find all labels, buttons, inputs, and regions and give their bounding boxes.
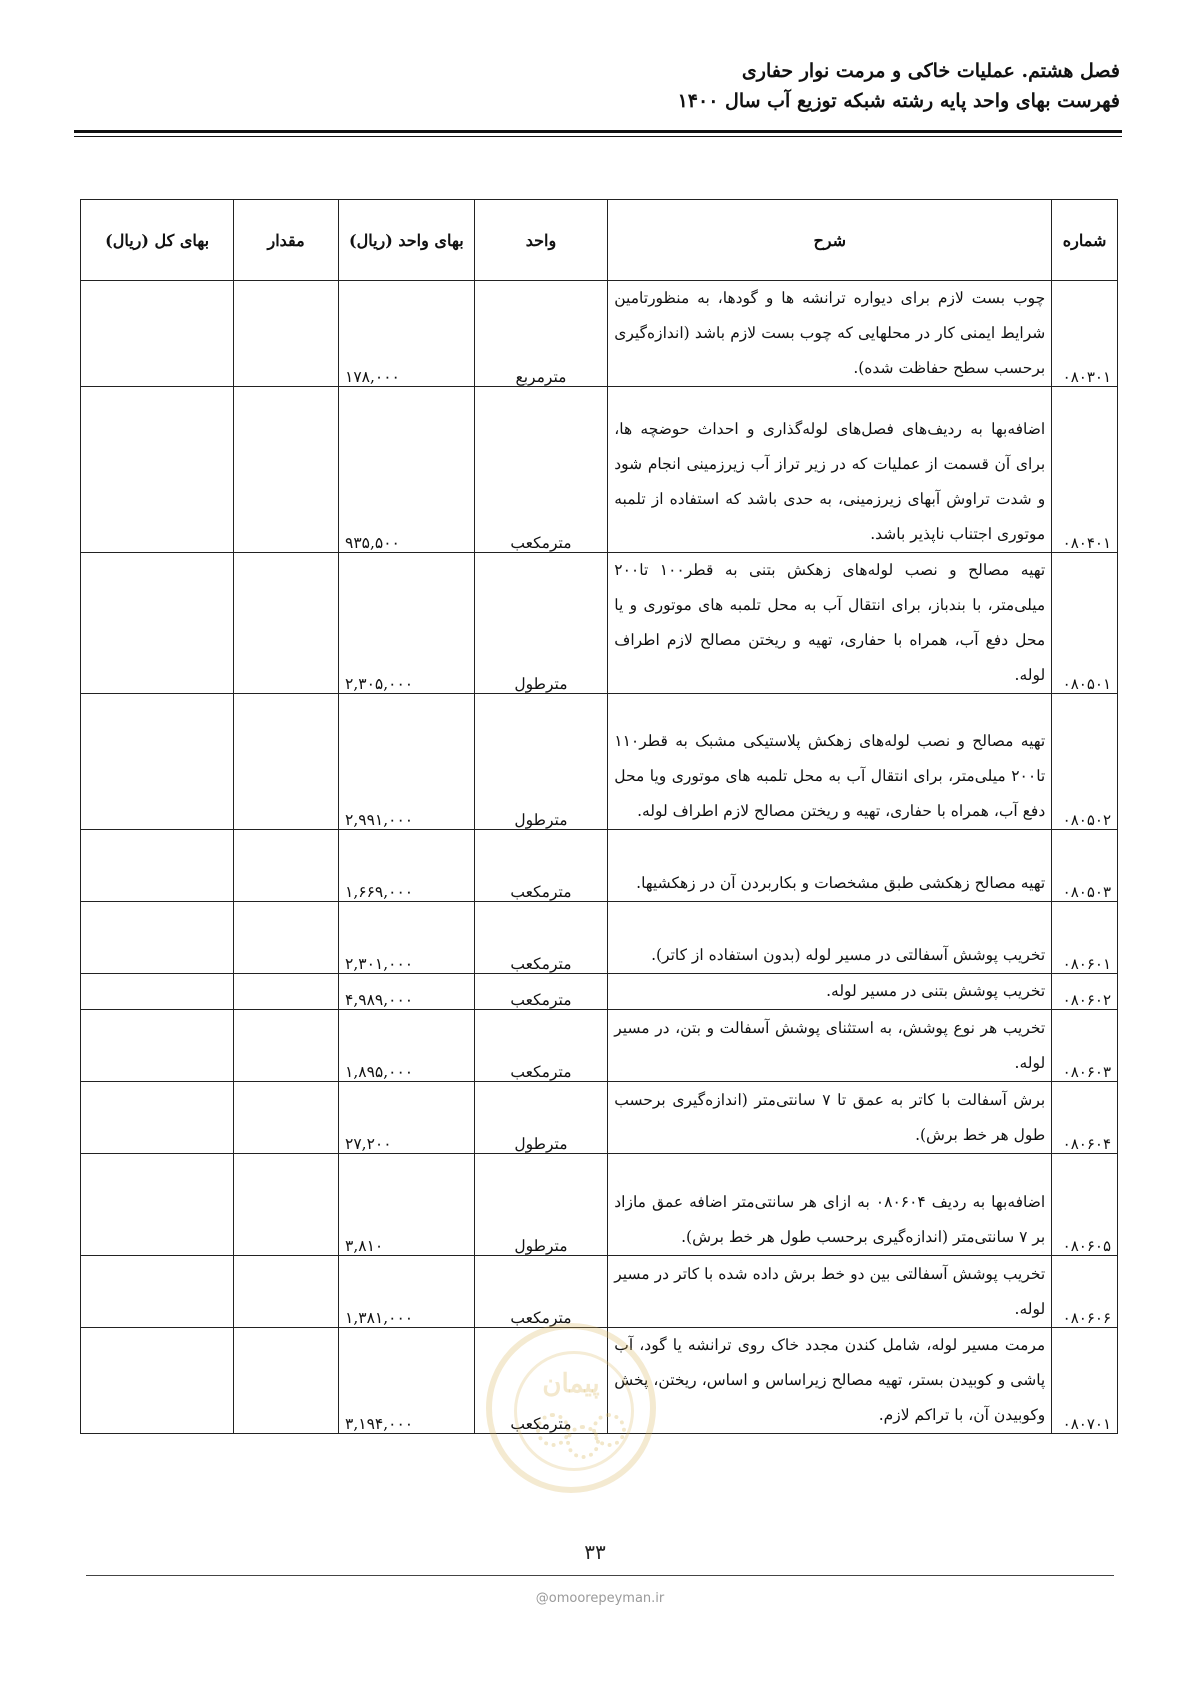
row-number: ۰۸۰۷۰۱ xyxy=(1052,1328,1118,1434)
row-description: تهیه مصالح زهکشی طبق مشخصات و بکاربردن آن در زهکشیها. xyxy=(608,830,1052,902)
column-header-unit-price: بهای واحد (ریال) xyxy=(339,200,475,281)
footer-rule xyxy=(86,1575,1114,1576)
row-unit-price: ۱,۸۹۵,۰۰۰ xyxy=(339,1010,475,1082)
column-header-total-price: بهای کل (ریال) xyxy=(81,200,234,281)
row-description: تخریب پوشش آسفالتی بین دو خط برش داده شده با کاتر در مسیر لوله. xyxy=(608,1256,1052,1328)
row-number: ۰۸۰۶۰۵ xyxy=(1052,1154,1118,1256)
row-total-price xyxy=(81,281,234,387)
row-number: ۰۸۰۵۰۲ xyxy=(1052,694,1118,830)
row-number: ۰۸۰۶۰۳ xyxy=(1052,1010,1118,1082)
row-quantity xyxy=(234,1256,339,1328)
row-number: ۰۸۰۶۰۲ xyxy=(1052,974,1118,1010)
header-rule-thin xyxy=(74,136,1122,137)
row-description: تخریب پوشش بتنی در مسیر لوله. xyxy=(608,974,1052,1010)
row-number: ۰۸۰۵۰۳ xyxy=(1052,830,1118,902)
row-description: برش آسفالت با کاتر به عمق تا ۷ سانتی‌متر (اندازه‌گیری برحسب طول هر خط برش). xyxy=(608,1082,1052,1154)
row-unit-price: ۲,۳۰۱,۰۰۰ xyxy=(339,902,475,974)
row-quantity xyxy=(234,281,339,387)
row-unit-price: ۲,۹۹۱,۰۰۰ xyxy=(339,694,475,830)
table-row xyxy=(81,553,1118,694)
row-unit: مترمکعب xyxy=(474,1328,608,1434)
table-row xyxy=(81,1328,1118,1434)
row-unit-price: ۳,۱۹۴,۰۰۰ xyxy=(339,1328,475,1434)
row-unit: مترطول xyxy=(474,1154,608,1256)
row-total-price xyxy=(81,902,234,974)
row-total-price xyxy=(81,1010,234,1082)
row-description: اضافه‌بها به ردیف‌های فصل‌های لوله‌گذاری و احداث حوضچه ها، برای آن قسمت از عملیات که در زیر تراز آب زیرزمینی انجام شود و شدت تراوش آبهای زیرزمینی، به حدی باشد که استفاده از تلمبه موتوری اجتناب ناپذیر باشد. xyxy=(608,387,1052,553)
row-total-price xyxy=(81,694,234,830)
row-quantity xyxy=(234,553,339,694)
row-unit-price: ۱۷۸,۰۰۰ xyxy=(339,281,475,387)
row-total-price xyxy=(81,1328,234,1434)
row-unit: مترمکعب xyxy=(474,1010,608,1082)
row-total-price xyxy=(81,1082,234,1154)
row-total-price xyxy=(81,387,234,553)
row-quantity xyxy=(234,1082,339,1154)
seal-text: پیمان xyxy=(542,1369,600,1399)
row-number: ۰۸۰۶۰۶ xyxy=(1052,1256,1118,1328)
row-unit-price: ۳,۸۱۰ xyxy=(339,1154,475,1256)
row-description: تهیه مصالح و نصب لوله‌های زهکش بتنی به قطر۱۰۰ تا۲۰۰ میلی‌متر، با بندباز، برای انتقال آب به محل تلمبه های موتوری و یا محل دفع آب، همراه با حفاری، تهیه و ریختن مصالح لازم اطراف لوله. xyxy=(608,553,1052,694)
page-number: ۳۳ xyxy=(584,1540,606,1564)
table-row xyxy=(81,1010,1118,1082)
column-header-quantity: مقدار xyxy=(234,200,339,281)
row-unit: مترمکعب xyxy=(474,974,608,1010)
row-quantity xyxy=(234,387,339,553)
chapter-title: فصل هشتم. عملیات خاکی و مرمت نوار حفاری xyxy=(741,60,1120,82)
row-quantity xyxy=(234,1328,339,1434)
table-row xyxy=(81,1082,1118,1154)
row-number: ۰۸۰۳۰۱ xyxy=(1052,281,1118,387)
column-header-description: شرح xyxy=(608,200,1052,281)
row-description: مرمت مسیر لوله، شامل کندن مجدد خاک روی ترانشه یا گود، آب پاشی و کوبیدن بستر، تهیه مصالح زیراساس و اساس، ریختن، پخش وکوبیدن آن، با تراکم لازم. xyxy=(608,1328,1052,1434)
table-row xyxy=(81,387,1118,553)
table-row xyxy=(81,974,1118,1010)
row-total-price xyxy=(81,1256,234,1328)
row-unit: مترطول xyxy=(474,694,608,830)
table-row xyxy=(81,830,1118,902)
row-unit-price: ۱,۳۸۱,۰۰۰ xyxy=(339,1256,475,1328)
row-quantity xyxy=(234,1154,339,1256)
row-quantity xyxy=(234,902,339,974)
row-unit: مترمکعب xyxy=(474,830,608,902)
row-unit: مترمکعب xyxy=(474,387,608,553)
table-row xyxy=(81,902,1118,974)
row-unit-price: ۴,۹۸۹,۰۰۰ xyxy=(339,974,475,1010)
row-description: اضافه‌بها به ردیف ۰۸۰۶۰۴ به ازای هر سانتی‌متر اضافه عمق مازاد بر ۷ سانتی‌متر (اندازه‌گیری برحسب طول هر خط برش). xyxy=(608,1154,1052,1256)
row-description: تخریب پوشش آسفالتی در مسیر لوله (بدون استفاده از کاتر). xyxy=(608,902,1052,974)
column-header-number: شماره xyxy=(1052,200,1118,281)
row-number: ۰۸۰۶۰۱ xyxy=(1052,902,1118,974)
row-unit-price: ۲,۳۰۵,۰۰۰ xyxy=(339,553,475,694)
row-unit-price: ۹۳۵,۵۰۰ xyxy=(339,387,475,553)
row-number: ۰۸۰۵۰۱ xyxy=(1052,553,1118,694)
row-unit: مترمکعب xyxy=(474,1256,608,1328)
footer-website: @omoorepeyman.ir xyxy=(535,1591,665,1606)
price-list-title: فهرست بهای واحد پایه رشته شبکه توزیع آب سال ۱۴۰۰ xyxy=(677,90,1120,112)
table-row xyxy=(81,1256,1118,1328)
row-number: ۰۸۰۴۰۱ xyxy=(1052,387,1118,553)
row-unit-price: ۲۷,۲۰۰ xyxy=(339,1082,475,1154)
header-rule-thick xyxy=(74,130,1122,133)
table-row xyxy=(81,1154,1118,1256)
row-number: ۰۸۰۶۰۴ xyxy=(1052,1082,1118,1154)
row-description: تهیه مصالح و نصب لوله‌های زهکش پلاستیکی مشبک به قطر۱۱۰ تا۲۰۰ میلی‌متر، برای انتقال آب به محل تلمبه های موتوری ویا محل دفع آب، همراه با حفاری، تهیه و ریختن مصالح لازم اطراف لوله. xyxy=(608,694,1052,830)
row-unit: مترطول xyxy=(474,1082,608,1154)
row-quantity xyxy=(234,1010,339,1082)
row-unit: مترمکعب xyxy=(474,902,608,974)
table-body xyxy=(81,281,1118,1434)
table-row xyxy=(81,694,1118,830)
row-quantity xyxy=(234,974,339,1010)
column-header-unit: واحد xyxy=(474,200,608,281)
row-description: تخریب هر نوع پوشش، به استثنای پوشش آسفالت و بتن، در مسیر لوله. xyxy=(608,1010,1052,1082)
row-unit-price: ۱,۶۶۹,۰۰۰ xyxy=(339,830,475,902)
row-description: چوب بست لازم برای دیواره ترانشه ها و گودها، به منظورتامین شرایط ایمنی کار در محلهایی که چوب بست لازم باشد (اندازه‌گیری برحسب سطح حفاظت شده). xyxy=(608,281,1052,387)
row-total-price xyxy=(81,974,234,1010)
table-header-row xyxy=(81,200,1118,281)
page-header xyxy=(74,56,1120,116)
row-unit: مترطول xyxy=(474,553,608,694)
row-total-price xyxy=(81,1154,234,1256)
row-total-price xyxy=(81,553,234,694)
price-table xyxy=(80,199,1118,1434)
row-quantity xyxy=(234,694,339,830)
row-unit: مترمربع xyxy=(474,281,608,387)
row-quantity xyxy=(234,830,339,902)
table-row xyxy=(81,281,1118,387)
row-total-price xyxy=(81,830,234,902)
